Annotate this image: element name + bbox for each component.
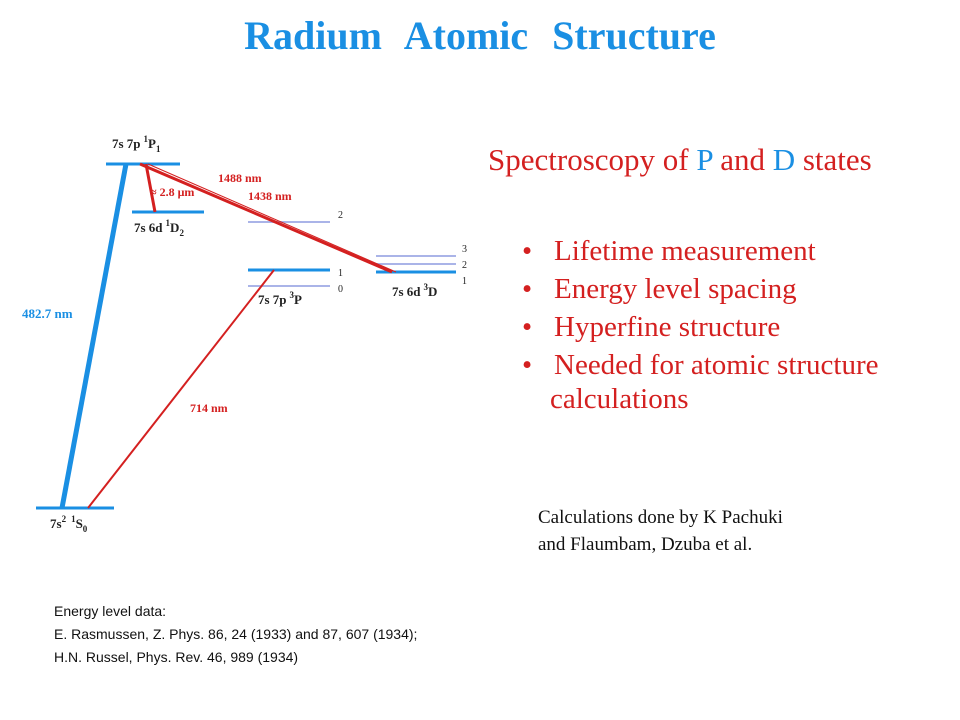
transition-482-line — [62, 164, 126, 508]
transition-714-label: 714 nm — [190, 401, 228, 415]
bullet-list — [522, 232, 879, 422]
transition-28um-label: ≈ 2.8 μm — [150, 185, 195, 199]
bullet-item: • Energy level spacing — [522, 270, 879, 308]
transition-482-label: 482.7 nm — [22, 306, 73, 321]
j-label-3p2: 2 — [338, 210, 343, 221]
j-label-3p0: 0 — [338, 284, 343, 295]
calculation-note — [538, 504, 783, 558]
calc-note-line: Calculations done by K Pachuki — [538, 507, 783, 528]
transition-1488-label: 1488 nm — [218, 171, 262, 185]
transition-714-line — [88, 270, 274, 508]
reference-line: Energy level data: — [54, 603, 167, 619]
label-1d2: 7s 6d $^1D_2$ — [134, 218, 184, 238]
reference-line: H.N. Russel, Phys. Rev. 46, 989 (1934) — [54, 649, 299, 665]
bullet-item: • Needed for atomic structure — [522, 346, 879, 384]
label-1p1: 7s 7p $^1P_1$ — [112, 134, 161, 154]
bullet-item: • Lifetime measurement — [522, 232, 879, 270]
label-3p: 7s 7p $^3$P — [258, 290, 302, 307]
calc-note-line: and Flaumbam, Dzuba et al. — [538, 534, 753, 555]
transition-1438-line — [140, 164, 392, 272]
bullet-item: • Hyperfine structure — [522, 308, 879, 346]
reference-line: E. Rasmussen, Z. Phys. 86, 24 (1933) and 87, 607 (1934); — [54, 626, 418, 642]
slide-title: Radium Atomic Structure — [244, 13, 716, 58]
transition-1488-line — [148, 164, 396, 272]
transition-1438-label: 1438 nm — [248, 189, 292, 203]
label-ground: $7s^2$ $1S_0$ — [50, 514, 88, 534]
j-label-3d2: 2 — [462, 260, 467, 271]
label-3d: 7s 6d $^3$D — [392, 282, 438, 299]
j-label-3d1: 1 — [462, 276, 467, 287]
bullet-continuation: calculations — [550, 383, 689, 415]
j-label-3p1: 1 — [338, 268, 343, 279]
references — [54, 600, 417, 669]
section-subtitle: Spectroscopy of P and D states — [488, 142, 872, 177]
j-label-3d3: 3 — [462, 244, 467, 255]
